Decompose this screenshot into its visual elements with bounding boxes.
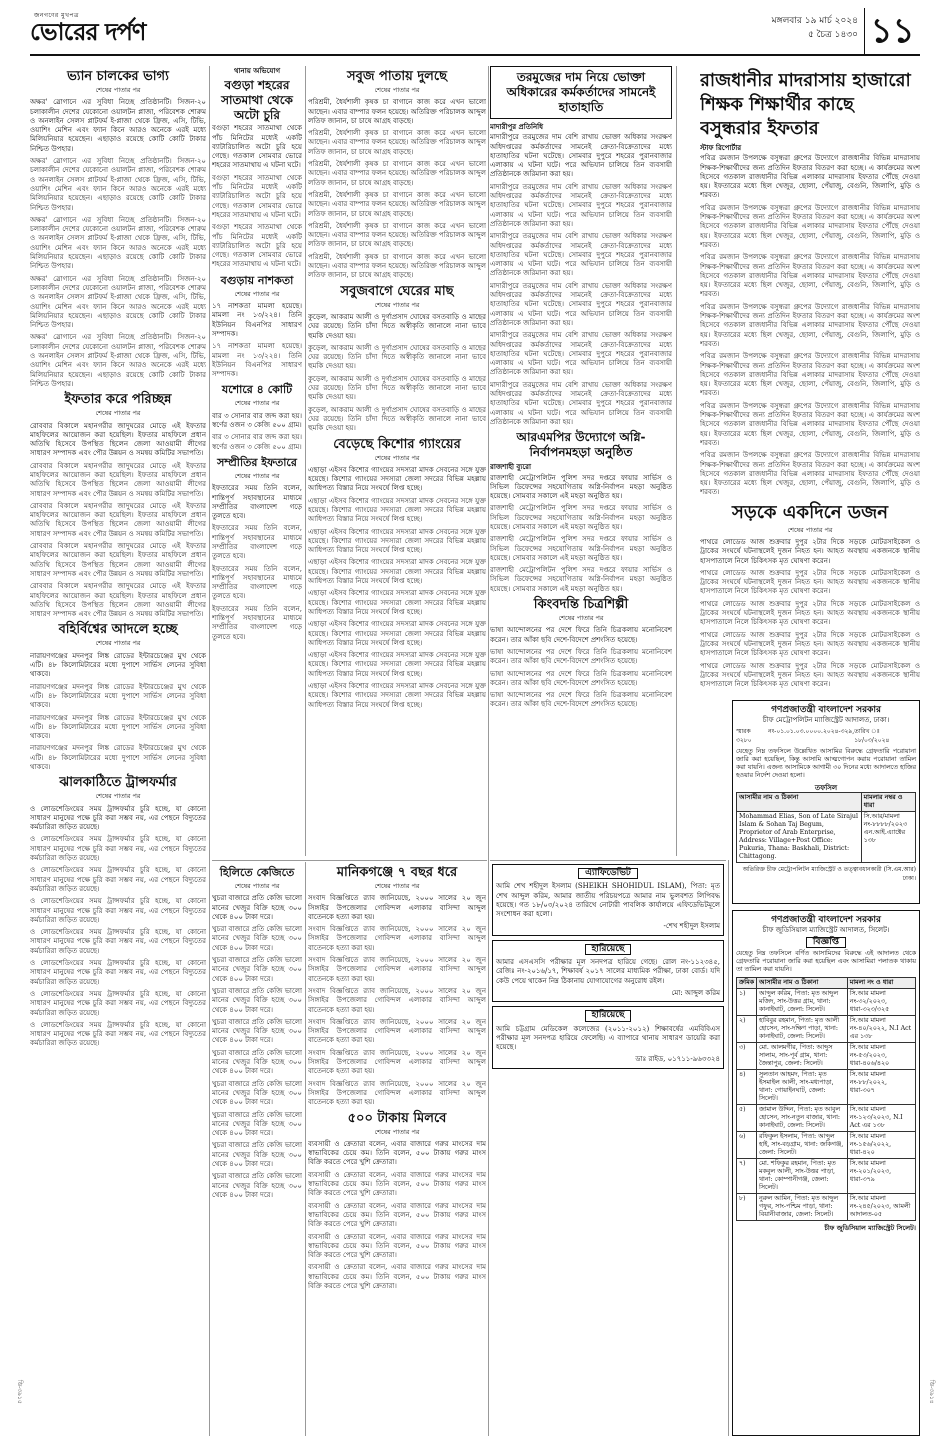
column-5	[700, 66, 920, 766]
article-body-cont: পবিত্র রমজান উপলক্ষে বসুন্ধরা গ্রুপের উদ্যোগে রাজধানীর বিভিন্ন মাদরাসায় শিক্ষক-শিক্ষার্থীদের জন্য প্রতিদিন ইফতার বিতরণ করা হচ্ছে। এ কার্যক্রমের অংশ হিসেবে গতকাল রাজধানীর বিভিন্ন এলাকার মাদরাসায় ইফতার পৌঁছে দেওয়া হয়। ইফতারের মধ্যে ছিল খেজুর, ছোলা, পেঁয়াজু, বেগুনি, জিলাপি, মুড়ি ও শরবত।	[700, 253, 920, 299]
continuation-note: শেষের পাতার পর	[374, 1127, 420, 1136]
byline: রাজশাহী ব্যুরো	[490, 462, 532, 472]
article-body: এছাড়া এইসব কিশোর গ্যাংয়ের সদস্যরা মাদক সেবনের সঙ্গে যুক্ত হয়েছে। কিশোর গ্যাংয়ের সদস্যরা জেলা সদরের বিভিন্ন মহল্লায় আধিপত্য বিস্তার নিয়ে সংঘর্ষে লিপ্ত হচ্ছে।	[308, 465, 486, 493]
article-body: বার ৩ সোনার বার জব্দ করা হয়। স্বর্ণের ওজন ৩ কেজি ৫০০ গ্রাম।	[212, 411, 302, 430]
accused-header: মামলা নং ও ধারা	[847, 978, 915, 989]
masthead	[30, 8, 920, 56]
continuation-note: শেষের পাতার পর	[374, 300, 420, 309]
column-rule	[305, 66, 306, 856]
article-body-cont: রাজশাহী মেট্রোপলিটন পুলিশ সদর দপ্তরে ফায়ার সার্ভিস ও সিভিল ডিফেন্সের সহযোগিতায় অগ্নি-নির্বাপন মহড়া অনুষ্ঠিত হয়েছে। সোমবার সকালে এই মহড়া অনুষ্ঠিত হয়।	[490, 504, 672, 531]
article-body-cont: এছাড়া এইসব কিশোর গ্যাংয়ের সদস্যরা মাদক সেবনের সঙ্গে যুক্ত হয়েছে। কিশোর গ্যাংয়ের সদস্যরা জেলা সদরের বিভিন্ন মহল্লায় আধিপত্য বিস্তার নিয়ে সংঘর্ষে লিপ্ত হচ্ছে।	[308, 558, 486, 586]
schedule-table	[736, 792, 916, 863]
article-body: মাদারীপুরে তরমুজের দাম বেশি রাখায় ভোক্তা অধিকার সংরক্ষণ অধিদপ্তরের কর্মকর্তাদের সামনেই ক্রেতা-বিক্রেতাদের মধ্যে হাতাহাতির ঘটনা ঘটেছে। সোমবার দুপুরে শহরের পুরানবাজার এলাকায় এ ঘটনা ঘটে। পরে অভিযান চালিয়ে তিন ব্যবসায়ী প্রতিষ্ঠানকে জরিমানা করা হয়।	[490, 133, 672, 179]
notice-court: চীফ মেট্রোপলিটন ম্যাজিস্ট্রেট আদালত, ঢাকা।	[762, 716, 890, 724]
article-body-cont: পরিশ্রমী, ধৈর্যশালী কৃষক চা বাগানে কাজ করে এখন ভালো আছেন। এবার বাম্পার ফলন হয়েছে। অতিরিক্ত পরিচালক আব্দুল লতিফ জানান, চা চাষে আগ্রহ বাড়ছে।	[308, 252, 486, 280]
notice-gov: গণপ্রজাতন্ত্রী বাংলাদেশ সরকার	[771, 705, 881, 715]
lost-sign: মো: আব্দুল করিম	[671, 988, 720, 997]
accused-table	[736, 977, 916, 1221]
article-body-cont: ১৭ নাশকতা মামলা হয়েছে। মামলা নং ১৩/২২৪। তিনি ইউনিয়ন বিএনপির সাধারণ সম্পাদক।	[212, 342, 302, 379]
article-body-cont: পবিত্র রমজান উপলক্ষে বসুন্ধরা গ্রুপের উদ্যোগে রাজধানীর বিভিন্ন মাদরাসায় শিক্ষক-শিক্ষার্থীদের জন্য প্রতিদিন ইফতার বিতরণ করা হচ্ছে। এ কার্যক্রমের অংশ হিসেবে গতকাল রাজধানীর বিভিন্ন এলাকার মাদরাসায় ইফতার পৌঁছে দেওয়া হয়। ইফতারের মধ্যে ছিল খেজুর, ছোলা, পেঁয়াজু, বেগুনি, জিলাপি, মুড়ি ও শরবত।	[700, 302, 920, 348]
accused-header: আসামীর নাম ও ঠিকানা	[756, 978, 847, 989]
article-body: অক্ষর' স্লোগানে এর সুবিধা নিচ্ছে প্রতিষ্ঠানটি। সিজন-২০ চলাকালীন দেশের যেকোনো ওয়ালটন প্লাজা, পরিবেশক শোরুম ও অনলাইন সেলস প্লাটফর্ম ই-প্লাজা থেকে ফ্রিজ, এসি, টিভি, ওয়াশিং মেশিন এবং ফ্যান কিনে আরও অনেকে এরই মধ্যে মিলিয়নিয়ার হয়েছেন। এছাড়াও রয়েছে কোটি কোটি টাকার নিশ্চিত উপহার।	[30, 98, 206, 153]
headline-world-model: বহির্বিশ্বের আদলে হচ্ছে	[58, 622, 178, 638]
article-body-cont: পরিশ্রমী, ধৈর্যশালী কৃষক চা বাগানে কাজ করে এখন ভালো আছেন। এবার বাম্পার ফলন হয়েছে। অতিরিক্ত পরিচালক আব্দুল লতিফ জানান, চা চাষে আগ্রহ বাড়ছে।	[308, 129, 486, 156]
column-4	[490, 66, 672, 856]
column-2	[212, 66, 302, 856]
article-body-cont: ভাষা আন্দোলনের পর দেশে ফিরে তিনি চিত্রকলায় মনোনিবেশ করেন। তার আঁকা ছবি দেশে-বিদেশে প্রশংসিত হয়েছে।	[490, 647, 672, 666]
article-body-cont: মাদারীপুরে তরমুজের দাম বেশি রাখায় ভোক্তা অধিকার সংরক্ষণ অধিদপ্তরের কর্মকর্তাদের সামনেই ক্রেতা-বিক্রেতাদের মধ্যে হাতাহাতির ঘটনা ঘটেছে। সোমবার দুপুরে শহরের পুরানবাজার এলাকায় এ ঘটনা ঘটে। পরে অভিযান চালিয়ে তিন ব্যবসায়ী প্রতিষ্ঠানকে জরিমানা করা হয়।	[490, 380, 672, 426]
article-body-cont: পরিশ্রমী, ধৈর্যশালী কৃষক চা বাগানে কাজ করে এখন ভালো আছেন। এবার বাম্পার ফলন হয়েছে। অতিরিক্ত পরিচালক আব্দুল লতিফ জানান, চা চাষে আগ্রহ বাড়ছে।	[308, 160, 486, 187]
affidavit-body: আমি শেখ শহীদুল ইসলাম (SHEIKH SHOHIDUL ISLAM), পিতা: মৃত শেখ আব্দুল করিম, আমার জাতীয় পরিচয়পত্রে আমার নাম ভুলবশত লিপিবদ্ধ হয়েছে। গত ১৮/০৩/২০২৪ তারিখে নোটারী পাবলিক কার্যালয়ে এফিডেভিটমূলে সংশোধন করা হলো।	[496, 882, 720, 919]
article-body-cont: ও লোডশেডিংয়ের সময় ট্রান্সফর্মার চুরি হচ্ছে, যা কোনো সাধারণ মানুষের পক্ষে চুরি করা সম্ভব নয়, এর পেছনে বিদ্যুতের কর্মচারিরা জড়িত রয়েছে।	[30, 1020, 206, 1048]
article-body-cont: নারায়ণগঞ্জের মদনপুর লিঙ্ক রোডের ইন্টারচেঞ্জের মুখ থেকে এটি। ৪৮ কিলোমিটারের মধ্যে দুপাশে সার্ভিস লেনের সুবিধা থাকবে।	[30, 682, 206, 710]
continuation-note: শেষের পাতার পর	[95, 409, 141, 418]
article-body-cont: পবিত্র রমজান উপলক্ষে বসুন্ধরা গ্রুপের উদ্যোগে রাজধানীর বিভিন্ন মাদরাসায় শিক্ষক-শিক্ষার্থীদের জন্য প্রতিদিন ইফতার বিতরণ করা হচ্ছে। এ কার্যক্রমের অংশ হিসেবে গতকাল রাজধানীর বিভিন্ন এলাকার মাদরাসায় ইফতার পৌঁছে দেওয়া হয়। ইফতারের মধ্যে ছিল খেজুর, ছোলা, পেঁয়াজু, বেগুনি, জিলাপি, মুড়ি ও শরবত।	[700, 401, 920, 447]
notice-date: তারিখ ঃ ১৮/০৩/২০২৪	[854, 728, 916, 745]
article-body: পরিশ্রমী, ধৈর্যশালী কৃষক চা বাগানে কাজ করে এখন ভালো আছেন। এবার বাম্পার ফলন হয়েছে। অতিরিক্ত পরিচালক আব্দুল লতিফ জানান, চা চাষে আগ্রহ বাড়ছে।	[308, 98, 486, 125]
article-body-cont: সংবাদ বিজ্ঞপ্তিতে র‌্যাব জানিয়েছে, ২০০০ সালের ২০ জুন সিঙ্গাইর উপজেলার গোবিন্দল এলাকার বাসিন্দা আব্দুল বাতেনকে হত্যা করা হয়।	[308, 925, 486, 952]
article-body-cont: খুচরা বাজারে প্রতি কেজি ভালো মানের খেজুর বিক্রি হচ্ছে ৩০০ থেকে ৪০০ টাকা দরে।	[212, 1017, 302, 1045]
article-body-cont: খুচরা বাজারে প্রতি কেজি ভালো মানের খেজুর বিক্রি হচ্ছে ৩০০ থেকে ৪০০ টাকা দরে।	[212, 1172, 302, 1199]
column-2-lower	[212, 862, 302, 1436]
notice-body: যেহেতু নিম্ন তফসিলে উল্লেখিত আসামির বিরুদ্ধে গ্রেফতারি পরোয়ানা জারি করা হয়েছিল, কিন্তু আসামি আত্মগোপন করায় পরোয়ানা তামিল করা যায়নি। এজন্য আসামিকে আগামী ৩০ দিনের মধ্যে আদালতে হাজির হওয়ার নির্দেশ দেওয়া হলো।	[736, 747, 916, 779]
table-row: ৭) মো. শফিকুর রহমান, পিতা: মৃত মকবুল আলী, সাং-উত্তর পাড়া, থানা: কোম্পানীগঞ্জ, জেলা: সিলেট। সি.আর মামলা নং-২০১/২০২৩, ধারা-৩৭৯	[737, 1159, 916, 1194]
continuation-note: শেষের পাতার পর	[374, 86, 420, 94]
article-body-cont: ব্যবসায়ী ও ক্রেতারা বলেন, এবার বাজারে গরুর মাংসের দাম স্বাভাবিকের চেয়ে কম। তিনি বলেন, ৫০০ টাকায় গরুর মাংস বিক্রি করতে পেরে খুশি ক্রেতারা।	[308, 1232, 486, 1260]
article-body: ব্যবসায়ী ও ক্রেতারা বলেন, এবার বাজারে গরুর মাংসের দাম স্বাভাবিকের চেয়ে কম। তিনি বলেন, ৫০০ টাকায় গরুর মাংস বিক্রি করতে পেরে খুশি ক্রেতারা।	[308, 1139, 486, 1167]
article-body-cont: ও লোডশেডিংয়ের সময় ট্রান্সফর্মার চুরি হচ্ছে, যা কোনো সাধারণ মানুষের পক্ষে চুরি করা সম্ভব নয়, এর পেছনে বিদ্যুতের কর্মচারিরা জড়িত রয়েছে।	[30, 959, 206, 986]
headline-watermelon: তরমুজের দাম নিয়ে ভোক্তা অধিকারের কর্মকর্তাদের সামনেই হাতাহাতি	[506, 70, 656, 114]
affidavit-title: এ্যাফিডেভিট	[578, 868, 638, 879]
headline-500-taka: ৫০০ টাকায় মিলবে	[347, 1110, 447, 1126]
article-body-cont: বার ৩ সোনার বার জব্দ করা হয়। স্বর্ণের ওজন ৩ কেজি ৫০০ গ্রাম।	[212, 433, 302, 451]
headline-box	[490, 66, 672, 119]
article-body-cont: খুচরা বাজারে প্রতি কেজি ভালো মানের খেজুর বিক্রি হচ্ছে ৩০০ থেকে ৪০০ টাকা দরে।	[212, 1141, 302, 1169]
article-body: ইফতারের সময় তিনি বলেন, শান্তিপূর্ণ সহাবস্থানের মাধ্যমে সম্প্রীতির বাংলাদেশ গড়ে তুলতে হবে।	[212, 484, 302, 521]
lost-body: আমার এসএসসি পরীক্ষার মূল সনদপত্র হারিয়ে গেছে। রোল নং-১১২৩৪৫, রেজিঃ নং-২০১৬/১৭, শিক্ষাবর্ষ ২০১৭ সালের মাধ্যমিক পরীক্ষা, ঢাকা বোর্ড। যদি কেউ পেয়ে থাকেন নিম্ন ঠিকানায় যোগাযোগের অনুরোধ রইল।	[496, 958, 720, 985]
article-body-cont: নারায়ণগঞ্জের মদনপুর লিঙ্ক রোডের ইন্টারচেঞ্জের মুখ থেকে এটি। ৪৮ কিলোমিটারের মধ্যে দুপাশে সার্ভিস লেনের সুবিধা থাকবে।	[30, 744, 206, 771]
schedule-header: আসামীর নাম ও ঠিকানা	[737, 792, 862, 811]
article-body-cont: বগুড়া শহরের সাতমাথা থেকে পাঁচ মিনিটের মধ্যেই একটি ব্যাটারিচালিত অটো চুরি হয়ে গেছে। গতকাল সোমবার ভোরে শহরের সাতমাথায় এ ঘটনা ঘটে।	[212, 223, 302, 269]
table-row: ৩) মো. আলমগীর, পিতা: আব্দুস সালাম, সাং-পূর্ব গ্রাম, থানা: জৈন্তাপুর, জেলা: সিলেট। সি.আর মামলা নং-৫৩/২০২৩, ধারা-৪০৬/৪২০	[737, 1043, 916, 1070]
logo-tagline: জনগণের মুখপত্র	[34, 12, 79, 19]
table-row: ৬) রফিকুল ইসলাম, পিতা: আব্দুল হাই, সাং-বড়গ্রাম, থানা: জকিগঞ্জ, জেলা: সিলেট। সি.আর মামলা নং-১৫৬/২০২২, ধারা-৪২০	[737, 1132, 916, 1159]
affidavit-ad	[492, 864, 724, 936]
article-body-cont: কুড়েল, আকরাম আলী ও দুর্গাপ্রসাদ ঘোষের বসতবাড়ি ও মাছের ঘের রয়েছে। তিনি চাঁদা দিতে অস্বীকৃতি জানালে নানা ভাবে হুমকি দেওয়া হয়।	[308, 374, 486, 402]
table-row: ১) আব্দুল করিম, পিতা: মৃত আব্দুল মজিদ, সাং-উত্তর গ্রাম, থানা: কানাইঘাট, জেলা: সিলেট। সি.আর মামলা নং-৩২/২০২৩, ধারা-৩২৩/৩২৫	[737, 989, 916, 1016]
column-3-lower	[308, 862, 486, 1436]
accused-header: ক্রমিক	[737, 978, 757, 989]
affidavit-sign: -শেখ শহীদুল ইসলাম	[663, 922, 720, 931]
article-body: রোববার বিকালে মহানগরীর জাদুঘরের মোড়ে এই ইফতার মাহফিলের আয়োজন করা হয়েছিল। ইফতার মাহফিলে প্রধান অতিথি হিসেবে উপস্থিত ছিলেন জেলা আওয়ামী লীগের সাধারণ সম্পাদক এবং পৌর উন্নয়ন ও সমন্বয় কমিটির সভাপতি।	[30, 421, 206, 458]
article-body: ১৭ নাশকতা মামলা হয়েছে। মামলা নং ১৩/২২৪। তিনি ইউনিয়ন বিএনপির সাধারণ সম্পাদক।	[212, 302, 302, 338]
article-body: নারায়ণগঞ্জের মদনপুর লিঙ্ক রোডের ইন্টারচেঞ্জের মুখ থেকে এটি। ৪৮ কিলোমিটারের মধ্যে দুপাশে সার্ভিস লেনের সুবিধা থাকবে।	[30, 651, 206, 679]
continuation-note: শেষের পাতার পর	[234, 289, 280, 298]
article-body-cont: পাথরে লোডেড আজ শুক্রবার দুপুর ২টার দিকে সড়কে মোটরসাইকেল ও ট্রাকের সংঘর্ষে ঘটনাস্থলেই দুজন নিহত হন। আহত অবস্থায় একজনকে স্থানীয় হাসপাতালে নিলে চিকিৎসক মৃত ঘোষণা করেন।	[700, 661, 920, 689]
column-1	[30, 66, 206, 1436]
table-row: ৫) জামাল উদ্দিন, পিতা: মৃত আবুল হোসেন, সাং-নতুন বাজার, থানা: কানাইঘাট, জেলা: সিলেট। সি.আর মামলা নং-১২৩/২০২৩, N.I Act এর ১৩৮	[737, 1105, 916, 1132]
court-notice-sylhet	[732, 910, 920, 1436]
continuation-note: শেষের পাতার পর	[95, 86, 141, 94]
article-body-cont: সংবাদ বিজ্ঞপ্তিতে র‌্যাব জানিয়েছে, ২০০০ সালের ২০ জুন সিঙ্গাইর উপজেলার গোবিন্দল এলাকার বাসিন্দা আব্দুল বাতেনকে হত্যা করা হয়।	[308, 956, 486, 983]
continuation-note: শেষের পাতার পর	[234, 882, 280, 890]
notice-court: চীফ জুডিসিয়াল ম্যাজিস্ট্রেট আদালত, সিলেট।	[762, 926, 890, 934]
article-body: ভাষা আন্দোলনের পর দেশে ফিরে তিনি চিত্রকলায় মনোনিবেশ করেন। তার আঁকা ছবি দেশে-বিদেশে প্রশংসিত হয়েছে।	[490, 626, 672, 644]
lost-ad-2	[492, 1006, 724, 1068]
article-body-cont: পবিত্র রমজান উপলক্ষে বসুন্ধরা গ্রুপের উদ্যোগে রাজধানীর বিভিন্ন মাদরাসায় শিক্ষক-শিক্ষার্থীদের জন্য প্রতিদিন ইফতার বিতরণ করা হচ্ছে। এ কার্যক্রমের অংশ হিসেবে গতকাল রাজধানীর বিভিন্ন এলাকার মাদরাসায় ইফতার পৌঁছে দেওয়া হয়। ইফতারের মধ্যে ছিল খেজুর, ছোলা, পেঁয়াজু, বেগুনি, জিলাপি, মুড়ি ও শরবত।	[700, 352, 920, 398]
article-body-cont: ব্যবসায়ী ও ক্রেতারা বলেন, এবার বাজারে গরুর মাংসের দাম স্বাভাবিকের চেয়ে কম। তিনি বলেন, ৫০০ টাকায় গরুর মাংস বিক্রি করতে পেরে খুশি ক্রেতারা।	[308, 1170, 486, 1198]
article-body-cont: অক্ষর' স্লোগানে এর সুবিধা নিচ্ছে প্রতিষ্ঠানটি। সিজন-২০ চলাকালীন দেশের যেকোনো ওয়ালটন প্লাজা, পরিবেশক শোরুম ও অনলাইন সেলস প্লাটফর্ম ই-প্লাজা থেকে ফ্রিজ, এসি, টিভি, ওয়াশিং মেশিন এবং ফ্যান কিনে আরও অনেকে এরই মধ্যে মিলিয়নিয়ার হয়েছেন। এছাড়াও রয়েছে কোটি কোটি টাকার নিশ্চিত উপহার।	[30, 157, 206, 212]
article-body-cont: অক্ষর' স্লোগানে এর সুবিধা নিচ্ছে প্রতিষ্ঠানটি। সিজন-২০ চলাকালীন দেশের যেকোনো ওয়ালটন প্লাজা, পরিবেশক শোরুম ও অনলাইন সেলস প্লাটফর্ম ই-প্লাজা থেকে ফ্রিজ, এসি, টিভি, ওয়াশিং মেশিন এবং ফ্যান কিনে আরও অনেকে এরই মধ্যে মিলিয়নিয়ার হয়েছেন। এছাড়াও রয়েছে কোটি কোটি টাকার নিশ্চিত উপহার।	[30, 274, 206, 330]
headline-manikganj: মানিকগঞ্জে ৭ বছর ধরে	[336, 865, 458, 880]
article-body-cont: এছাড়া এইসব কিশোর গ্যাংয়ের সদস্যরা মাদক সেবনের সঙ্গে যুক্ত হয়েছে। কিশোর গ্যাংয়ের সদস্যরা জেলা সদরের বিভিন্ন মহল্লায় আধিপত্য বিস্তার নিয়ে সংঘর্ষে লিপ্ত হচ্ছে।	[308, 682, 486, 709]
notice-sign: চীফ জুডিসিয়াল ম্যাজিস্ট্রেট সিলেট।	[824, 1224, 916, 1233]
headline-harmony-iftar: সম্প্রীতির ইফতারে	[217, 455, 297, 469]
column-rule	[488, 66, 489, 1436]
byline: মাদারীপুর প্রতিনিধি	[490, 122, 544, 131]
headline-van-driver: ভ্যান চালকের ভাগ্য	[67, 69, 169, 84]
article-body-cont: নারায়ণগঞ্জের মদনপুর লিঙ্ক রোডের ইন্টারচেঞ্জের মুখ থেকে এটি। ৪৮ কিলোমিটারের মধ্যে দুপাশে সার্ভিস লেনের সুবিধা থাকবে।	[30, 713, 206, 741]
article-body-cont: ও লোডশেডিংয়ের সময় ট্রান্সফর্মার চুরি হচ্ছে, যা কোনো সাধারণ মানুষের পক্ষে চুরি করা সম্ভব নয়, এর পেছনে বিদ্যুতের কর্মচারিরা জড়িত রয়েছে।	[30, 866, 206, 893]
article-body-cont: এছাড়া এইসব কিশোর গ্যাংয়ের সদস্যরা মাদক সেবনের সঙ্গে যুক্ত হয়েছে। কিশোর গ্যাংয়ের সদস্যরা জেলা সদরের বিভিন্ন মহল্লায় আধিপত্য বিস্তার নিয়ে সংঘর্ষে লিপ্ত হচ্ছে।	[308, 589, 486, 616]
article-body-cont: অক্ষর' স্লোগানে এর সুবিধা নিচ্ছে প্রতিষ্ঠানটি। সিজন-২০ চলাকালীন দেশের যেকোনো ওয়ালটন প্লাজা, পরিবেশক শোরুম ও অনলাইন সেলস প্লাটফর্ম ই-প্লাজা থেকে ফ্রিজ, এসি, টিভি, ওয়াশিং মেশিন এবং ফ্যান কিনে আরও অনেকে এরই মধ্যে মিলিয়নিয়ার হয়েছেন। এছাড়াও রয়েছে কোটি কোটি টাকার নিশ্চিত উপহার।	[30, 333, 206, 388]
headline-hili-dates: হিলিতে কেজিতে	[219, 866, 295, 879]
lost-sign: ডাঃ রাইড, ০১৭১১-৯৬৩৩২৪	[635, 1055, 720, 1064]
continuation-note: শেষের পাতার পর	[95, 639, 141, 648]
article-body-cont: পাথরে লোডেড আজ শুক্রবার দুপুর ২টার দিকে সড়কে মোটরসাইকেল ও ট্রাকের সংঘর্ষে ঘটনাস্থলেই দুজন নিহত হন। আহত অবস্থায় একজনকে স্থানীয় হাসপাতালে নিলে চিকিৎসক মৃত ঘোষণা করেন।	[700, 568, 920, 596]
table-row	[737, 811, 916, 862]
lost-body: আমি চট্টগ্রাম মেডিকেল কলেজের (২০১১-২০১২) শিক্ষাবর্ষের এমবিবিএস পরীক্ষার মূল সনদপত্র হারিয়ে ফেলেছি। এ ব্যাপারে থানায় সাধারণ ডায়েরি করা হয়েছে।	[496, 1024, 720, 1052]
headline-legend-painter: কিংবদন্তি চিত্রশিল্পী	[533, 597, 629, 613]
article-body: সংবাদ বিজ্ঞপ্তিতে র‌্যাব জানিয়েছে, ২০০০ সালের ২০ জুন সিঙ্গাইর উপজেলার গোবিন্দল এলাকার বাসিন্দা আব্দুল বাতেনকে হত্যা করা হয়।	[308, 894, 486, 921]
article-body-cont: ব্যবসায়ী ও ক্রেতারা বলেন, এবার বাজারে গরুর মাংসের দাম স্বাভাবিকের চেয়ে কম। তিনি বলেন, ৫০০ টাকায় গরুর মাংস বিক্রি করতে পেরে খুশি ক্রেতারা।	[308, 1263, 486, 1290]
article-body-cont: ও লোডশেডিংয়ের সময় ট্রান্সফর্মার চুরি হচ্ছে, যা কোনো সাধারণ মানুষের পক্ষে চুরি করা সম্ভব নয়, এর পেছনে বিদ্যুতের কর্মচারিরা জড়িত রয়েছে।	[30, 897, 206, 924]
case-number: সি.আর/মামলা নং-৮৮৮৮/২০২৩ এন.আই.এ্যাক্টের ১৩৮	[861, 811, 915, 862]
headline-rmp-fire-drill: আরএমপির উদ্যোগে অগ্নি-নির্বাপনমহড়া অনুষ্ঠিত	[516, 430, 646, 460]
kicker: থানায় অভিযোগ	[233, 66, 281, 75]
article-body-cont: পাথরে লোডেড আজ শুক্রবার দুপুর ২টার দিকে সড়কে মোটরসাইকেল ও ট্রাকের সংঘর্ষে ঘটনাস্থলেই দুজন নিহত হন। আহত অবস্থায় একজনকে স্থানীয় হাসপাতালে নিলে চিকিৎসক মৃত ঘোষণা করেন।	[700, 630, 920, 658]
continuation-note: শেষের পাতার পর	[234, 399, 280, 408]
continuation-note: শেষের পাতার পর	[787, 525, 833, 534]
article-body-cont: রোববার বিকালে মহানগরীর জাদুঘরের মোড়ে এই ইফতার মাহফিলের আয়োজন করা হয়েছিল। ইফতার মাহফিলে প্রধান অতিথি হিসেবে উপস্থিত ছিলেন জেলা আওয়ামী লীগের সাধারণ সম্পাদক এবং পৌর উন্নয়ন ও সমন্বয় কমিটির সভাপতি।	[30, 542, 206, 578]
article-body-cont: সংবাদ বিজ্ঞপ্তিতে র‌্যাব জানিয়েছে, ২০০০ সালের ২০ জুন সিঙ্গাইর উপজেলার গোবিন্দল এলাকার বাসিন্দা আব্দুল বাতেনকে হত্যা করা হয়।	[308, 1017, 486, 1045]
article-body-cont: ইফতারের সময় তিনি বলেন, শান্তিপূর্ণ সহাবস্থানের মাধ্যমে সম্প্রীতির বাংলাদেশ গড়ে তুলতে হবে।	[212, 524, 302, 561]
notice-ref: স্মারক নং-০১.০১.০৩.০০০০.২০২৪-৩২৯, ৩২৮০	[736, 728, 855, 745]
headline-sabujbag-fish: সবুজবাগে ঘেরের মাছ	[340, 283, 454, 299]
article-body: খুচরা বাজারে প্রতি কেজি ভালো মানের খেজুর বিক্রি হচ্ছে ৩০০ থেকে ৪০০ টাকা দরে।	[212, 894, 302, 921]
article-body-cont: এছাড়া এইসব কিশোর গ্যাংয়ের সদস্যরা মাদক সেবনের সঙ্গে যুক্ত হয়েছে। কিশোর গ্যাংয়ের সদস্যরা জেলা সদরের বিভিন্ন মহল্লায় আধিপত্য বিস্তার নিয়ে সংঘর্ষে লিপ্ত হচ্ছে।	[308, 527, 486, 555]
lost-ad-1	[492, 940, 724, 1002]
article-body-cont: ভাষা আন্দোলনের পর দেশে ফিরে তিনি চিত্রকলায় মনোনিবেশ করেন। তার আঁকা ছবি দেশে-বিদেশে প্রশংসিত হয়েছে।	[490, 669, 672, 687]
page-number: ১১	[864, 8, 920, 54]
article-body: ও লোডশেডিংয়ের সময় ট্রান্সফর্মার চুরি হচ্ছে, যা কোনো সাধারণ মানুষের পক্ষে চুরি করা সম্ভব নয়, এর পেছনে বিদ্যুতের কর্মচারিরা জড়িত রয়েছে।	[30, 804, 206, 832]
article-body-cont: ও লোডশেডিংয়ের সময় ট্রান্সফর্মার চুরি হচ্ছে, যা কোনো সাধারণ মানুষের পক্ষে চুরি করা সম্ভব নয়, এর পেছনে বিদ্যুতের কর্মচারিরা জড়িত রয়েছে।	[30, 835, 206, 863]
article-body-cont: বগুড়া শহরের সাতমাথা থেকে পাঁচ মিনিটের মধ্যেই একটি ব্যাটারিচালিত অটো চুরি হয়ে গেছে। গতকাল সোমবার ভোরে শহরের সাতমাথায় এ ঘটনা ঘটে।	[212, 173, 302, 219]
accused-name: Mohammad Elias, Son of Late Sirajul Islam & Sohan Taj Begum, Proprietor of Arab Enterprise, Address: Village+Post Office: Pukuria, Thana: Baskhali, District: Chittagong.	[737, 811, 862, 862]
article-body-cont: ইফতারের সময় তিনি বলেন, শান্তিপূর্ণ সহাবস্থানের মাধ্যমে সম্প্রীতির বাংলাদেশ গড়ে তুলতে হবে।	[212, 604, 302, 641]
section-rule	[490, 860, 726, 861]
headline-bashundhara-iftar: রাজধানীর মাদরাসায় হাজারো শিক্ষক শিক্ষার্থীর কাছে বসুন্ধরার ইফতার	[700, 70, 911, 139]
article-body-cont: রাজশাহী মেট্রোপলিটন পুলিশ সদর দপ্তরে ফায়ার সার্ভিস ও সিভিল ডিফেন্সের সহযোগিতায় অগ্নি-নির্বাপন মহড়া অনুষ্ঠিত হয়েছে। সোমবার সকালে এই মহড়া অনুষ্ঠিত হয়।	[490, 535, 672, 562]
column-rule	[209, 66, 210, 1436]
article-body: কুড়েল, আকরাম আলী ও দুর্গাপ্রসাদ ঘোষের বসতবাড়ি ও মাছের ঘের রয়েছে। তিনি চাঁদা দিতে অস্বীকৃতি জানালে নানা ভাবে হুমকি দেওয়া হয়।	[308, 312, 486, 340]
margin-code: ডি-৩৯১৪	[928, 1380, 935, 1404]
date-block	[772, 14, 858, 42]
schedule-title: তফসিল	[814, 782, 838, 792]
article-body-cont: ভাষা আন্দোলনের পর দেশে ফিরে তিনি চিত্রকলায় মনোনিবেশ করেন। তার আঁকা ছবি দেশে-বিদেশে প্রশংসিত হয়েছে।	[490, 691, 672, 709]
article-body-cont: মাদারীপুরে তরমুজের দাম বেশি রাখায় ভোক্তা অধিকার সংরক্ষণ অধিদপ্তরের কর্মকর্তাদের সামনেই ক্রেতা-বিক্রেতাদের মধ্যে হাতাহাতির ঘটনা ঘটেছে। সোমবার দুপুরে শহরের পুরানবাজার এলাকায় এ ঘটনা ঘটে। পরে অভিযান চালিয়ে তিন ব্যবসায়ী প্রতিষ্ঠানকে জরিমানা করা হয়।	[490, 182, 672, 228]
notice-gov: গণপ্রজাতন্ত্রী বাংলাদেশ সরকার	[771, 915, 881, 925]
notice-body: যেহেতু নিম্ন তফসিলে বর্ণিত আসামিদের বিরুদ্ধে এই আদালত থেকে গ্রেফতারি পরোয়ানা জারি করা হয়েছিল এবং আসামিরা পলাতক থাকায় তা তামিল করা যায়নি।	[736, 950, 916, 974]
date-gregorian: মঙ্গলবার ১৯ মার্চ ২০২৪	[771, 16, 858, 26]
notice-title: বিজ্ঞপ্তি	[806, 937, 846, 948]
article-body-cont: সংবাদ বিজ্ঞপ্তিতে র‌্যাব জানিয়েছে, ২০০০ সালের ২০ জুন সিঙ্গাইর উপজেলার গোবিন্দল এলাকার বাসিন্দা আব্দুল বাতেনকে হত্যা করা হয়।	[308, 1079, 486, 1107]
article-body-cont: খুচরা বাজারে প্রতি কেজি ভালো মানের খেজুর বিক্রি হচ্ছে ৩০০ থেকে ৪০০ টাকা দরে।	[212, 925, 302, 952]
headline-bogura-auto: বগুড়া শহরের সাতমাথা থেকে অটো চুরি	[221, 78, 293, 123]
table-row: ২) হাবিবুর রহমান, পিতা: মৃত আলী হোসেন, সাং-দক্ষিণ পাড়া, থানা: কানাইঘাট, জেলা: সিলেট। সি.আর মামলা নং-৪০/২০২২, N.I Act এর ১৩৮	[737, 1016, 916, 1043]
article-body-cont: খুচরা বাজারে প্রতি কেজি ভালো মানের খেজুর বিক্রি হচ্ছে ৩০০ থেকে ৪০০ টাকা দরে।	[212, 1079, 302, 1107]
article-body-cont: রাজশাহী মেট্রোপলিটন পুলিশ সদর দপ্তরে ফায়ার সার্ভিস ও সিভিল ডিফেন্সের সহযোগিতায় অগ্নি-নির্বাপন মহড়া অনুষ্ঠিত হয়েছে। সোমবার সকালে এই মহড়া অনুষ্ঠিত হয়।	[490, 566, 672, 593]
logo	[30, 8, 260, 54]
article-body-cont: কুড়েল, আকরাম আলী ও দুর্গাপ্রসাদ ঘোষের বসতবাড়ি ও মাছের ঘের রয়েছে। তিনি চাঁদা দিতে অস্বীকৃতি জানালে নানা ভাবে হুমকি দেওয়া হয়।	[308, 405, 486, 433]
classifieds	[492, 864, 724, 1436]
article-body-cont: খুচরা বাজারে প্রতি কেজি ভালো মানের খেজুর বিক্রি হচ্ছে ৩০০ থেকে ৪০০ টাকা দরে।	[212, 986, 302, 1014]
column-rule	[305, 862, 306, 1436]
article-body-cont: ও লোডশেডিংয়ের সময় ট্রান্সফর্মার চুরি হচ্ছে, যা কোনো সাধারণ মানুষের পক্ষে চুরি করা সম্ভব নয়, এর পেছনে বিদ্যুতের কর্মচারিরা জড়িত রয়েছে।	[30, 928, 206, 955]
article-body: পবিত্র রমজান উপলক্ষে বসুন্ধরা গ্রুপের উদ্যোগে রাজধানীর বিভিন্ন মাদরাসায় শিক্ষক-শিক্ষার্থীদের জন্য প্রতিদিন ইফতার বিতরণ করা হচ্ছে। এ কার্যক্রমের অংশ হিসেবে গতকাল রাজধানীর বিভিন্ন এলাকার মাদরাসায় ইফতার পৌঁছে দেওয়া হয়। ইফতারের মধ্যে ছিল খেজুর, ছোলা, পেঁয়াজু, বেগুনি, জিলাপি, মুড়ি ও শরবত।	[700, 154, 920, 200]
article-body-cont: সংবাদ বিজ্ঞপ্তিতে র‌্যাব জানিয়েছে, ২০০০ সালের ২০ জুন সিঙ্গাইর উপজেলার গোবিন্দল এলাকার বাসিন্দা আব্দুল বাতেনকে হত্যা করা হয়।	[308, 1048, 486, 1076]
article-body-cont: পাথরে লোডেড আজ শুক্রবার দুপুর ২টার দিকে সড়কে মোটরসাইকেল ও ট্রাকের সংঘর্ষে ঘটনাস্থলেই দুজন নিহত হন। আহত অবস্থায় একজনকে স্থানীয় হাসপাতালে নিলে চিকিৎসক মৃত ঘোষণা করেন।	[700, 599, 920, 627]
article-body-cont: পবিত্র রমজান উপলক্ষে বসুন্ধরা গ্রুপের উদ্যোগে রাজধানীর বিভিন্ন মাদরাসায় শিক্ষক-শিক্ষার্থীদের জন্য প্রতিদিন ইফতার বিতরণ করা হচ্ছে। এ কার্যক্রমের অংশ হিসেবে গতকাল রাজধানীর বিভিন্ন এলাকার মাদরাসায় ইফতার পৌঁছে দেওয়া হয়। ইফতারের মধ্যে ছিল খেজুর, ছোলা, পেঁয়াজু, বেগুনি, জিলাপি, মুড়ি ও শরবত।	[700, 451, 920, 497]
article-body-cont: মাদারীপুরে তরমুজের দাম বেশি রাখায় ভোক্তা অধিকার সংরক্ষণ অধিদপ্তরের কর্মকর্তাদের সামনেই ক্রেতা-বিক্রেতাদের মধ্যে হাতাহাতির ঘটনা ঘটেছে। সোমবার দুপুরে শহরের পুরানবাজার এলাকায় এ ঘটনা ঘটে। পরে অভিযান চালিয়ে তিন ব্যবসায়ী প্রতিষ্ঠানকে জরিমানা করা হয়।	[490, 331, 672, 377]
headline-jhalokathi-transformer: ঝালকাঠিতে ট্রান্সফর্মার	[59, 775, 177, 791]
article-body-cont: অক্ষর' স্লোগানে এর সুবিধা নিচ্ছে প্রতিষ্ঠানটি। সিজন-২০ চলাকালীন দেশের যেকোনো ওয়ালটন প্লাজা, পরিবেশক শোরুম ও অনলাইন সেলস প্লাটফর্ম ই-প্লাজা থেকে ফ্রিজ, এসি, টিভি, ওয়াশিং মেশিন এবং ফ্যান কিনে আরও অনেকে এরই মধ্যে মিলিয়নিয়ার হয়েছেন। এছাড়াও রয়েছে কোটি কোটি টাকার নিশ্চিত উপহার।	[30, 215, 206, 271]
lost-title: হারিয়েছে	[585, 1010, 632, 1021]
article-body-cont: খুচরা বাজারে প্রতি কেজি ভালো মানের খেজুর বিক্রি হচ্ছে ৩০০ থেকে ৪০০ টাকা দরে।	[212, 1110, 302, 1138]
article-body-cont: ও লোডশেডিংয়ের সময় ট্রান্সফর্মার চুরি হচ্ছে, যা কোনো সাধারণ মানুষের পক্ষে চুরি করা সম্ভব নয়, এর পেছনে বিদ্যুতের কর্মচারিরা জড়িত রয়েছে।	[30, 989, 206, 1017]
article-body-cont: রোববার বিকালে মহানগরীর জাদুঘরের মোড়ে এই ইফতার মাহফিলের আয়োজন করা হয়েছিল। ইফতার মাহফিলে প্রধান অতিথি হিসেবে উপস্থিত ছিলেন জেলা আওয়ামী লীগের সাধারণ সম্পাদক এবং পৌর উন্নয়ন ও সমন্বয় কমিটির সভাপতি।	[30, 461, 206, 498]
article-body-cont: কুড়েল, আকরাম আলী ও দুর্গাপ্রসাদ ঘোষের বসতবাড়ি ও মাছের ঘের রয়েছে। তিনি চাঁদা দিতে অস্বীকৃতি জানালে নানা ভাবে হুমকি দেওয়া হয়।	[308, 343, 486, 371]
lost-title: হারিয়েছে	[585, 944, 632, 955]
article-body: বগুড়া শহরের সাতমাথা থেকে পাঁচ মিনিটের মধ্যেই একটি ব্যাটারিচালিত অটো চুরি হয়ে গেছে। গতকাল সোমবার ভোরে শহরের সাতমাথায় এ ঘটনা ঘটে।	[212, 124, 302, 170]
article-body-cont: খুচরা বাজারে প্রতি কেজি ভালো মানের খেজুর বিক্রি হচ্ছে ৩০০ থেকে ৪০০ টাকা দরে।	[212, 1048, 302, 1076]
section-rule	[212, 860, 487, 861]
article-body-cont: রোববার বিকালে মহানগরীর জাদুঘরের মোড়ে এই ইফতার মাহফিলের আয়োজন করা হয়েছিল। ইফতার মাহফিলে প্রধান অতিথি হিসেবে উপস্থিত ছিলেন জেলা আওয়ামী লীগের সাধারণ সম্পাদক এবং পৌর উন্নয়ন ও সমন্বয় কমিটির সভাপতি।	[30, 582, 206, 619]
continuation-note: শেষের পাতার পর	[234, 471, 280, 480]
continuation-note: শেষের পাতার পর	[374, 453, 420, 462]
byline: স্টাফ রিপোর্টার	[700, 143, 742, 152]
continuation-note: শেষের পাতার পর	[95, 792, 141, 801]
article-body-cont: এছাড়া এইসব কিশোর গ্যাংয়ের সদস্যরা মাদক সেবনের সঙ্গে যুক্ত হয়েছে। কিশোর গ্যাংয়ের সদস্যরা জেলা সদরের বিভিন্ন মহল্লায় আধিপত্য বিস্তার নিয়ে সংঘর্ষে লিপ্ত হচ্ছে।	[308, 620, 486, 647]
table-row: ৪) সুলতান আহমদ, পিতা: মৃত ইসমাইল আলী, সাং-মধ্যপাড়া, থানা: গোয়াইনঘাট, জেলা: সিলেট। সি.আর মামলা নং-৮৮/২০২২, ধারা-৩০৭	[737, 1070, 916, 1105]
article-body-cont: পবিত্র রমজান উপলক্ষে বসুন্ধরা গ্রুপের উদ্যোগে রাজধানীর বিভিন্ন মাদরাসায় শিক্ষক-শিক্ষার্থীদের জন্য প্রতিদিন ইফতার বিতরণ করা হচ্ছে। এ কার্যক্রমের অংশ হিসেবে গতকাল রাজধানীর বিভিন্ন এলাকার মাদরাসায় ইফতার পৌঁছে দেওয়া হয়। ইফতারের মধ্যে ছিল খেজুর, ছোলা, পেঁয়াজু, বেগুনি, জিলাপি, মুড়ি ও শরবত।	[700, 203, 920, 249]
article-body-cont: মাদারীপুরে তরমুজের দাম বেশি রাখায় ভোক্তা অধিকার সংরক্ষণ অধিদপ্তরের কর্মকর্তাদের সামনেই ক্রেতা-বিক্রেতাদের মধ্যে হাতাহাতির ঘটনা ঘটেছে। সোমবার দুপুরে শহরের পুরানবাজার এলাকায় এ ঘটনা ঘটে। পরে অভিযান চালিয়ে তিন ব্যবসায়ী প্রতিষ্ঠানকে জরিমানা করা হয়।	[490, 281, 672, 327]
article-body-cont: ইফতারের সময় তিনি বলেন, শান্তিপূর্ণ সহাবস্থানের মাধ্যমে সম্প্রীতির বাংলাদেশ গড়ে তুলতে হবে।	[212, 564, 302, 601]
court-notice-dhaka	[732, 700, 920, 904]
schedule-header: মামলার নম্বর ও ধারা	[861, 792, 915, 811]
headline-green-leaves: সবুজ পাতায় দুলছে	[347, 69, 447, 84]
date-bengali: ৫ চৈত্র ১৪৩০	[807, 30, 858, 40]
notice-sign: অতিরিক্ত চীফ মেট্রোপলিটন ম্যাজিস্ট্রেট ও তত্ত্বাবধানকারী (সি.এম.আর) ঢাকা।	[742, 865, 916, 883]
article-body-cont: সংবাদ বিজ্ঞপ্তিতে র‌্যাব জানিয়েছে, ২০০০ সালের ২০ জুন সিঙ্গাইর উপজেলার গোবিন্দল এলাকার বাসিন্দা আব্দুল বাতেনকে হত্যা করা হয়।	[308, 986, 486, 1014]
column-rule	[728, 860, 729, 1436]
headline-road-dozen: সড়কে একদিনে ডজন	[731, 501, 889, 523]
logo-text: ভোরের দর্পণ	[30, 18, 146, 46]
headline-jessore-4-crore: যশোরে ৪ কোটি	[221, 383, 293, 397]
column-rule	[676, 66, 677, 856]
article-body-cont: রোববার বিকালে মহানগরীর জাদুঘরের মোড়ে এই ইফতার মাহফিলের আয়োজন করা হয়েছিল। ইফতার মাহফিলে প্রধান অতিথি হিসেবে উপস্থিত ছিলেন জেলা আওয়ামী লীগের সাধারণ সম্পাদক এবং পৌর উন্নয়ন ও সমন্বয় কমিটির সভাপতি।	[30, 501, 206, 538]
article-body-cont: এছাড়া এইসব কিশোর গ্যাংয়ের সদস্যরা মাদক সেবনের সঙ্গে যুক্ত হয়েছে। কিশোর গ্যাংয়ের সদস্যরা জেলা সদরের বিভিন্ন মহল্লায় আধিপত্য বিস্তার নিয়ে সংঘর্ষে লিপ্ত হচ্ছে।	[308, 651, 486, 678]
headline-teen-gang: বেড়েছে কিশোর গ্যাংয়ের	[333, 436, 461, 452]
article-body-cont: ব্যবসায়ী ও ক্রেতারা বলেন, এবার বাজারে গরুর মাংসের দাম স্বাভাবিকের চেয়ে কম। তিনি বলেন, ৫০০ টাকায় গরুর মাংস বিক্রি করতে পেরে খুশি ক্রেতারা।	[308, 1201, 486, 1229]
headline-iftar-clean: ইফতার করে পরিচ্ছন্ন	[64, 392, 172, 408]
article-body-cont: পরিশ্রমী, ধৈর্যশালী কৃষক চা বাগানে কাজ করে এখন ভালো আছেন। এবার বাম্পার ফলন হয়েছে। অতিরিক্ত পরিচালক আব্দুল লতিফ জানান, চা চাষে আগ্রহ বাড়ছে।	[308, 190, 486, 218]
continuation-note: শেষের পাতার পর	[374, 882, 420, 890]
article-body: পাথরে লোডেড আজ শুক্রবার দুপুর ২টার দিকে সড়কে মোটরসাইকেল ও ট্রাকের সংঘর্ষে ঘটনাস্থলেই দুজন নিহত হন। আহত অবস্থায় একজনকে স্থানীয় হাসপাতালে নিলে চিকিৎসক মৃত ঘোষণা করেন।	[700, 537, 920, 565]
headline-bogura-sabotage: বগুড়ায় নাশকতা	[220, 273, 294, 287]
article-body: রাজশাহী মেট্রোপলিটন পুলিশ সদর দপ্তরে ফায়ার সার্ভিস ও সিভিল ডিফেন্সের সহযোগিতায় অগ্নি-নির্বাপন মহড়া অনুষ্ঠিত হয়েছে। সোমবার সকালে এই মহড়া অনুষ্ঠিত হয়।	[490, 473, 672, 501]
margin-code: ডি-৩৯১৫	[16, 1380, 23, 1404]
article-body-cont: খুচরা বাজারে প্রতি কেজি ভালো মানের খেজুর বিক্রি হচ্ছে ৩০০ থেকে ৪০০ টাকা দরে।	[212, 956, 302, 983]
table-row: ৮) নুরুল আমিন, পিতা: মৃত আব্দুল গফুর, সাং-পশ্চিম পাড়া, থানা: বিয়ানীবাজার, জেলা: সিলেট। সি.আর মামলা নং-২৪৫/২০২৩, আমলী আদালত-০৫	[737, 1194, 916, 1221]
continuation-note: শেষের পাতার পর	[558, 614, 604, 623]
column-3	[308, 66, 486, 856]
article-body-cont: পরিশ্রমী, ধৈর্যশালী কৃষক চা বাগানে কাজ করে এখন ভালো আছেন। এবার বাম্পার ফলন হয়েছে। অতিরিক্ত পরিচালক আব্দুল লতিফ জানান, চা চাষে আগ্রহ বাড়ছে।	[308, 221, 486, 249]
article-body-cont: এছাড়া এইসব কিশোর গ্যাংয়ের সদস্যরা মাদক সেবনের সঙ্গে যুক্ত হয়েছে। কিশোর গ্যাংয়ের সদস্যরা জেলা সদরের বিভিন্ন মহল্লায় আধিপত্য বিস্তার নিয়ে সংঘর্ষে লিপ্ত হচ্ছে।	[308, 496, 486, 524]
article-body-cont: মাদারীপুরে তরমুজের দাম বেশি রাখায় ভোক্তা অধিকার সংরক্ষণ অধিদপ্তরের কর্মকর্তাদের সামনেই ক্রেতা-বিক্রেতাদের মধ্যে হাতাহাতির ঘটনা ঘটেছে। সোমবার দুপুরে শহরের পুরানবাজার এলাকায় এ ঘটনা ঘটে। পরে অভিযান চালিয়ে তিন ব্যবসায়ী প্রতিষ্ঠানকে জরিমানা করা হয়।	[490, 232, 672, 278]
